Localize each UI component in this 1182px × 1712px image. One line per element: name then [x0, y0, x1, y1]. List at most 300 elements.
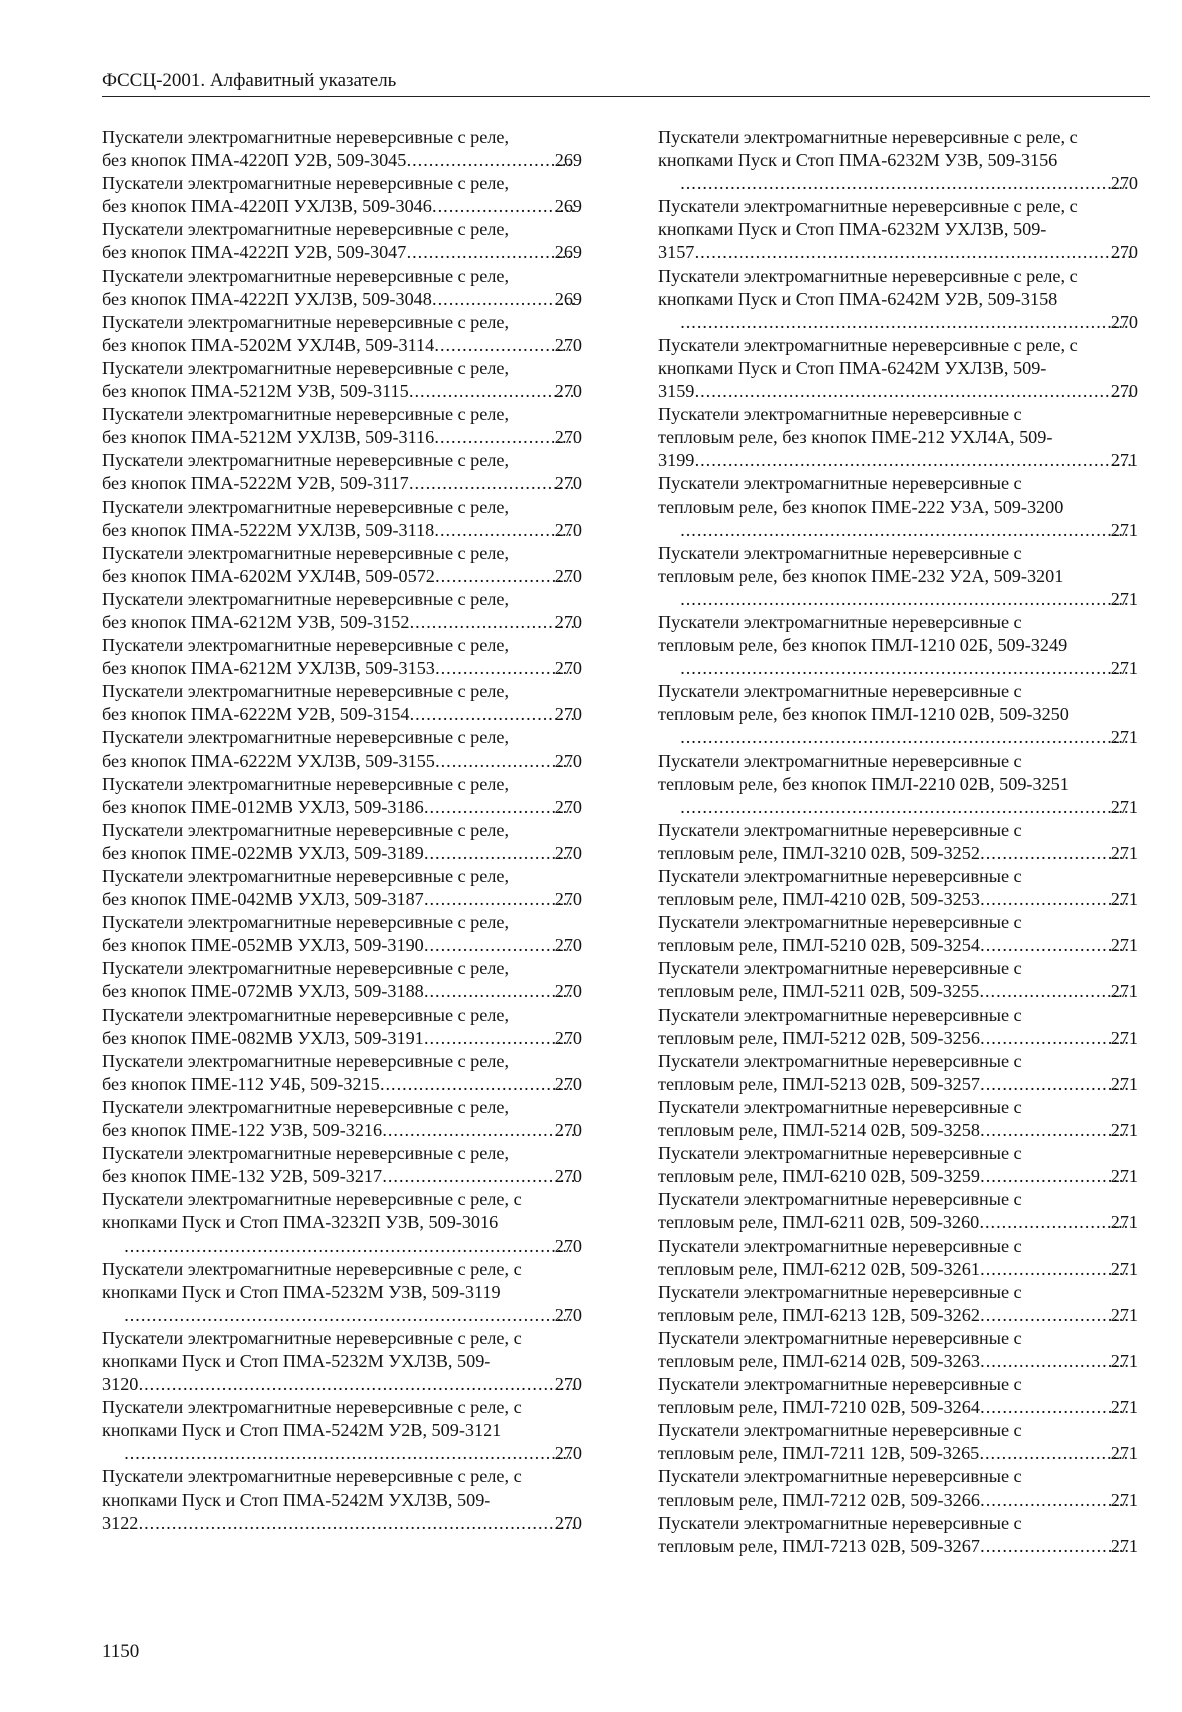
- entry-detail-line: кнопками Пуск и Стоп ПМА-5232М У3В, 509-3119: [102, 1281, 501, 1302]
- entry-title-line: Пускатели электромагнитные нереверсивные с: [658, 1420, 1022, 1441]
- dot-leader: [406, 149, 574, 172]
- entry-leader-line: [102, 1165, 582, 1188]
- entry-page-ref: 270: [554, 1512, 582, 1533]
- entry-page-ref: 271: [1110, 1489, 1138, 1510]
- entry-page-ref: 270: [554, 1027, 582, 1048]
- dot-leader: [980, 888, 1131, 911]
- entry-title-line: Пускатели электромагнитные нереверсивные с реле,: [102, 542, 510, 563]
- index-column-left: [102, 126, 582, 1535]
- index-entry: [102, 957, 582, 1003]
- entry-detail-text: без кнопок ПМА-5222М У2В, 509-3117: [102, 473, 409, 494]
- entry-page-ref: 270: [554, 1235, 582, 1256]
- index-entry: [102, 865, 582, 911]
- entry-leader-line: [102, 657, 582, 680]
- entry-title-line: Пускатели электромагнитные нереверсивные с: [658, 404, 1022, 425]
- entry-title-line: Пускатели электромагнитные нереверсивные с реле,: [102, 1143, 510, 1164]
- entry-leader-line: [680, 588, 1138, 611]
- index-entry: [658, 611, 1138, 680]
- dot-leader: [424, 1027, 575, 1050]
- index-entry: [102, 311, 582, 357]
- entry-page-ref: 271: [1110, 1535, 1138, 1556]
- entry-leader-line: [124, 1442, 582, 1465]
- entry-leader-line: [102, 796, 582, 819]
- entry-detail-line: кнопками Пуск и Стоп ПМА-3232П У3В, 509-3016: [102, 1212, 499, 1233]
- index-entry: [102, 911, 582, 957]
- entry-title-line: Пускатели электромагнитные нереверсивные с: [658, 750, 1022, 771]
- entry-title-line: Пускатели электромагнитные нереверсивные с: [658, 1004, 1022, 1025]
- entry-page-ref: 269: [554, 242, 582, 263]
- index-entry: [658, 1096, 1138, 1142]
- dot-leader: [124, 1442, 575, 1465]
- entry-detail-text: 3159: [658, 381, 695, 402]
- dot-leader: [434, 334, 575, 357]
- index-entry: [102, 588, 582, 634]
- entry-page-ref: 271: [1110, 1027, 1138, 1048]
- entry-page-ref: 270: [554, 1374, 582, 1395]
- index-entry: [102, 357, 582, 403]
- dot-leader: [409, 380, 575, 403]
- dot-leader: [980, 1027, 1131, 1050]
- entry-detail-line: кнопками Пуск и Стоп ПМА-6242М УХЛ3В, 509-: [658, 357, 1047, 378]
- entry-leader-line: [102, 611, 582, 634]
- dot-leader: [424, 980, 575, 1003]
- entry-detail-text: без кнопок ПМА-5212М УХЛ3В, 509-3116: [102, 427, 435, 448]
- entry-detail-line: тепловым реле, без кнопок ПМЛ-1210 02В, 509-3250: [658, 704, 1069, 725]
- entry-title-line: Пускатели электромагнитные нереверсивные с: [658, 1512, 1022, 1533]
- index-entry: [658, 680, 1138, 749]
- entry-title-line: Пускатели электромагнитные нереверсивные с: [658, 958, 1022, 979]
- index-entry: [658, 1188, 1138, 1234]
- index-entry: [658, 750, 1138, 819]
- entry-detail-text: тепловым реле, ПМЛ-6212 02В, 509-3261: [658, 1258, 980, 1279]
- entry-leader-line: [102, 1119, 582, 1142]
- entry-leader-line: [658, 842, 1138, 865]
- entry-leader-line: [658, 888, 1138, 911]
- entry-leader-line: [102, 426, 582, 449]
- dot-leader: [424, 796, 575, 819]
- entry-title-line: Пускатели электромагнитные нереверсивные с реле,: [102, 357, 510, 378]
- index-entry: [102, 1188, 582, 1257]
- entry-leader-line: [658, 1396, 1138, 1419]
- entry-leader-line: [102, 1512, 582, 1535]
- entry-detail-text: без кнопок ПМЕ-132 У2В, 509-3217: [102, 1166, 383, 1187]
- entry-detail-text: 3122: [102, 1512, 139, 1533]
- entry-title-line: Пускатели электромагнитные нереверсивные с: [658, 1374, 1022, 1395]
- dot-leader: [980, 842, 1131, 865]
- dot-leader: [980, 1165, 1131, 1188]
- entry-detail-line: тепловым реле, без кнопок ПМЕ-212 УХЛ4А, 509-: [658, 427, 1053, 448]
- entry-title-line: Пускатели электромагнитные нереверсивные с реле,: [102, 912, 510, 933]
- entry-title-line: Пускатели электромагнитные нереверсивные с: [658, 473, 1022, 494]
- entry-leader-line: [658, 1073, 1138, 1096]
- entry-leader-line: [102, 519, 582, 542]
- entry-detail-line: тепловым реле, без кнопок ПМЕ-232 У2А, 509-3201: [658, 565, 1064, 586]
- entry-page-ref: 270: [554, 935, 582, 956]
- entry-page-ref: 271: [1110, 1258, 1138, 1279]
- entry-leader-line: [102, 934, 582, 957]
- index-entry: [102, 1096, 582, 1142]
- dot-leader: [434, 519, 575, 542]
- entry-page-ref: 270: [554, 1073, 582, 1094]
- entry-page-ref: 271: [1110, 588, 1138, 609]
- entry-detail-text: без кнопок ПМЕ-112 У4Б, 509-3215: [102, 1073, 380, 1094]
- entry-detail-line: тепловым реле, без кнопок ПМЛ-2210 02В, 509-3251: [658, 773, 1069, 794]
- entry-title-line: Пускатели электромагнитные нереверсивные с реле, с: [102, 1466, 522, 1487]
- entry-page-ref: 270: [554, 473, 582, 494]
- entry-page-ref: 271: [1110, 1166, 1138, 1187]
- dot-leader: [382, 1165, 575, 1188]
- entry-leader-line: [102, 334, 582, 357]
- entry-leader-line: [680, 311, 1138, 334]
- entry-leader-line: [680, 172, 1138, 195]
- entry-detail-text: без кнопок ПМА-5202М УХЛ4В, 509-3114: [102, 334, 435, 355]
- entry-page-ref: 271: [1110, 1443, 1138, 1464]
- entry-title-line: Пускатели электромагнитные нереверсивные с реле,: [102, 588, 510, 609]
- dot-leader: [980, 1119, 1131, 1142]
- entry-page-ref: 270: [554, 1304, 582, 1325]
- entry-detail-text: без кнопок ПМЕ-042МВ УХЛ3, 509-3187: [102, 889, 424, 910]
- entry-detail-line: кнопками Пуск и Стоп ПМА-6232М У3В, 509-3156: [658, 150, 1058, 171]
- dot-leader: [406, 241, 574, 264]
- entry-title-line: Пускатели электромагнитные нереверсивные с реле,: [102, 404, 510, 425]
- entry-title-line: Пускатели электромагнитные нереверсивные с: [658, 611, 1022, 632]
- dot-leader: [424, 842, 575, 865]
- entry-title-line: Пускатели электромагнитные нереверсивные с реле,: [102, 1004, 510, 1025]
- entry-page-ref: 270: [554, 658, 582, 679]
- index-entry: [658, 1419, 1138, 1465]
- entry-page-ref: 271: [1110, 796, 1138, 817]
- entry-leader-line: [658, 449, 1138, 472]
- dot-leader: [979, 1442, 1130, 1465]
- dot-leader: [435, 565, 575, 588]
- entry-detail-text: без кнопок ПМЕ-022МВ УХЛ3, 509-3189: [102, 842, 424, 863]
- entry-page-ref: 270: [554, 381, 582, 402]
- entry-page-ref: 270: [1110, 381, 1138, 402]
- entry-page-ref: 270: [554, 611, 582, 632]
- index-entry: [658, 1373, 1138, 1419]
- entry-leader-line: [658, 241, 1138, 264]
- entry-leader-line: [102, 472, 582, 495]
- dot-leader: [980, 934, 1131, 957]
- entry-page-ref: 271: [1110, 1212, 1138, 1233]
- entry-page-ref: 270: [554, 334, 582, 355]
- index-entry: [658, 1050, 1138, 1096]
- entry-page-ref: 270: [554, 796, 582, 817]
- entry-page-ref: 271: [1110, 981, 1138, 1002]
- dot-leader: [980, 1350, 1131, 1373]
- entry-page-ref: 270: [554, 842, 582, 863]
- entry-detail-text: тепловым реле, ПМЛ-5213 02В, 509-3257: [658, 1073, 980, 1094]
- entry-page-ref: 269: [554, 196, 582, 217]
- page-header: [102, 70, 1150, 97]
- entry-title-line: Пускатели электромагнитные нереверсивные с: [658, 1327, 1022, 1348]
- entry-title-line: Пускатели электромагнитные нереверсивные с: [658, 1189, 1022, 1210]
- entry-page-ref: 270: [554, 427, 582, 448]
- dot-leader: [124, 1304, 575, 1327]
- dot-leader: [980, 1489, 1131, 1512]
- entry-detail-line: тепловым реле, без кнопок ПМЕ-222 У3А, 509-3200: [658, 496, 1064, 517]
- dot-leader: [432, 195, 575, 218]
- index-entry: [102, 218, 582, 264]
- index-entry: [102, 1258, 582, 1327]
- entry-detail-line: кнопками Пуск и Стоп ПМА-5232М УХЛ3В, 509-: [102, 1350, 491, 1371]
- entry-leader-line: [102, 195, 582, 218]
- index-entry: [102, 126, 582, 172]
- entry-page-ref: 271: [1110, 727, 1138, 748]
- index-entry: [102, 1142, 582, 1188]
- dot-leader: [979, 980, 1130, 1003]
- entry-page-ref: 271: [1110, 1304, 1138, 1325]
- dot-leader: [694, 380, 1130, 403]
- entry-page-ref: 271: [1110, 1073, 1138, 1094]
- entry-leader-line: [102, 241, 582, 264]
- entry-detail-line: кнопками Пуск и Стоп ПМА-5242М У2В, 509-3121: [102, 1420, 502, 1441]
- index-entry: [102, 172, 582, 218]
- entry-detail-text: без кнопок ПМЕ-082МВ УХЛ3, 509-3191: [102, 1027, 424, 1048]
- entry-detail-text: тепловым реле, ПМЛ-6211 02В, 509-3260: [658, 1212, 980, 1233]
- entry-leader-line: [658, 1535, 1138, 1558]
- entry-title-line: Пускатели электромагнитные нереверсивные с реле,: [102, 173, 510, 194]
- dot-leader: [979, 1211, 1130, 1234]
- entry-leader-line: [124, 1304, 582, 1327]
- dot-leader: [680, 657, 1131, 680]
- index-entry: [102, 496, 582, 542]
- entry-title-line: Пускатели электромагнитные нереверсивные с: [658, 912, 1022, 933]
- entry-leader-line: [102, 288, 582, 311]
- entry-leader-line: [102, 888, 582, 911]
- entry-leader-line: [658, 1489, 1138, 1512]
- index-entry: [102, 449, 582, 495]
- entry-title-line: Пускатели электромагнитные нереверсивные с реле,: [102, 866, 510, 886]
- index-entry: [658, 472, 1138, 541]
- dot-leader: [694, 449, 1130, 472]
- entry-page-ref: 270: [554, 565, 582, 586]
- entry-title-line: Пускатели электромагнитные нереверсивные с реле,: [102, 496, 510, 517]
- entry-leader-line: [124, 1235, 582, 1258]
- dot-leader: [424, 934, 575, 957]
- dot-leader: [680, 796, 1131, 819]
- entry-page-ref: 270: [554, 1120, 582, 1141]
- entry-page-ref: 270: [1110, 311, 1138, 332]
- entry-detail-text: тепловым реле, ПМЛ-7213 02В, 509-3267: [658, 1535, 980, 1556]
- entry-page-ref: 269: [554, 150, 582, 171]
- entry-leader-line: [658, 1350, 1138, 1373]
- index-entry: [658, 1281, 1138, 1327]
- index-entry: [102, 773, 582, 819]
- entry-title-line: Пускатели электромагнитные нереверсивные с реле, с: [658, 127, 1078, 147]
- dot-leader: [980, 1396, 1131, 1419]
- entry-title-line: Пускатели электромагнитные нереверсивные с реле, с: [658, 334, 1078, 355]
- page-number: 1150: [102, 1641, 140, 1662]
- entry-detail-text: 3199: [658, 450, 695, 471]
- entry-detail-text: без кнопок ПМА-4222П УХЛ3В, 509-3048: [102, 288, 432, 309]
- entry-leader-line: [102, 1373, 582, 1396]
- entry-title-line: Пускатели электромагнитные нереверсивные с: [658, 681, 1022, 702]
- dot-leader: [434, 426, 575, 449]
- entry-detail-text: тепловым реле, ПМЛ-5214 02В, 509-3258: [658, 1120, 980, 1141]
- entry-leader-line: [102, 750, 582, 773]
- index-entry: [658, 542, 1138, 611]
- entry-detail-text: без кнопок ПМА-6212М УХЛ3В, 509-3153: [102, 658, 435, 679]
- index-column-right: [658, 126, 1138, 1558]
- entry-leader-line: [680, 519, 1138, 542]
- entry-title-line: Пускатели электромагнитные нереверсивные с реле, с: [102, 1397, 522, 1418]
- entry-detail-text: без кнопок ПМА-6222М УХЛ3В, 509-3155: [102, 750, 435, 771]
- entry-leader-line: [658, 980, 1138, 1003]
- entry-page-ref: 270: [554, 519, 582, 540]
- entry-page-ref: 271: [1110, 935, 1138, 956]
- index-entry: [658, 1327, 1138, 1373]
- entry-detail-text: без кнопок ПМА-6202М УХЛ4В, 509-0572: [102, 565, 435, 586]
- entry-leader-line: [658, 1304, 1138, 1327]
- entry-title-line: Пускатели электромагнитные нереверсивные с реле,: [102, 127, 510, 147]
- entry-title-line: Пускатели электромагнитные нереверсивные с: [658, 1235, 1022, 1256]
- entry-leader-line: [658, 1119, 1138, 1142]
- dot-leader: [409, 611, 574, 634]
- dot-leader: [680, 519, 1131, 542]
- entry-title-line: Пускатели электромагнитные нереверсивные с реле,: [102, 773, 510, 794]
- index-entry: [102, 1050, 582, 1096]
- entry-detail-line: кнопками Пуск и Стоп ПМА-5242М УХЛ3В, 509-: [102, 1489, 491, 1510]
- entry-leader-line: [658, 380, 1138, 403]
- entry-title-line: Пускатели электромагнитные нереверсивные с реле,: [102, 819, 510, 840]
- dot-leader: [980, 1073, 1131, 1096]
- index-entry: [658, 1512, 1138, 1558]
- entry-leader-line: [680, 726, 1138, 749]
- dot-leader: [138, 1512, 574, 1535]
- entry-title-line: Пускатели электромагнитные нереверсивные с реле,: [102, 635, 510, 656]
- entry-page-ref: 270: [554, 704, 582, 725]
- entry-page-ref: 270: [1110, 242, 1138, 263]
- entry-title-line: Пускатели электромагнитные нереверсивные с: [658, 542, 1022, 563]
- entry-detail-text: тепловым реле, ПМЛ-6210 02В, 509-3259: [658, 1166, 980, 1187]
- entry-title-line: Пускатели электромагнитные нереверсивные с реле, с: [658, 196, 1078, 217]
- dot-leader: [435, 750, 575, 773]
- entry-leader-line: [658, 1211, 1138, 1234]
- entry-detail-text: без кнопок ПМЕ-072МВ УХЛ3, 509-3188: [102, 981, 424, 1002]
- dot-leader: [380, 1073, 575, 1096]
- dot-leader: [680, 311, 1131, 334]
- entry-page-ref: 271: [1110, 519, 1138, 540]
- dot-leader: [138, 1373, 574, 1396]
- entry-page-ref: 271: [1110, 842, 1138, 863]
- dot-leader: [980, 1535, 1131, 1558]
- entry-page-ref: 271: [1110, 658, 1138, 679]
- entry-detail-text: без кнопок ПМА-5222М УХЛ3В, 509-3118: [102, 519, 435, 540]
- entry-page-ref: 270: [554, 750, 582, 771]
- entry-title-line: Пускатели электромагнитные нереверсивные с: [658, 1050, 1022, 1071]
- entry-detail-text: тепловым реле, ПМЛ-5212 02В, 509-3256: [658, 1027, 980, 1048]
- entry-detail-text: тепловым реле, ПМЛ-7210 02В, 509-3264: [658, 1397, 980, 1418]
- entry-leader-line: [102, 1027, 582, 1050]
- entry-page-ref: 270: [1110, 173, 1138, 194]
- index-entry: [658, 126, 1138, 195]
- index-entry: [658, 334, 1138, 403]
- dot-leader: [435, 657, 575, 680]
- dot-leader: [409, 703, 574, 726]
- index-entry: [658, 819, 1138, 865]
- entry-title-line: Пускатели электромагнитные нереверсивные с реле,: [102, 450, 510, 471]
- index-entry: [658, 957, 1138, 1003]
- dot-leader: [432, 288, 575, 311]
- index-entry: [102, 680, 582, 726]
- entry-detail-text: без кнопок ПМЕ-052МВ УХЛ3, 509-3190: [102, 935, 424, 956]
- dot-leader: [424, 888, 575, 911]
- index-entry: [658, 1465, 1138, 1511]
- entry-detail-text: без кнопок ПМЕ-012МВ УХЛ3, 509-3186: [102, 796, 424, 817]
- entry-title-line: Пускатели электромагнитные нереверсивные с реле, с: [102, 1258, 522, 1279]
- entry-detail-text: 3157: [658, 242, 695, 263]
- entry-detail-text: без кнопок ПМА-6222М У2В, 509-3154: [102, 704, 410, 725]
- entry-leader-line: [102, 149, 582, 172]
- index-entry: [658, 1235, 1138, 1281]
- entry-leader-line: [102, 980, 582, 1003]
- entry-title-line: Пускатели электромагнитные нереверсивные с реле,: [102, 1096, 510, 1117]
- entry-leader-line: [102, 842, 582, 865]
- index-entry: [102, 1465, 582, 1534]
- dot-leader: [680, 172, 1131, 195]
- entry-leader-line: [680, 796, 1138, 819]
- entry-title-line: Пускатели электромагнитные нереверсивные с реле,: [102, 265, 510, 286]
- entry-detail-text: тепловым реле, ПМЛ-7212 02В, 509-3266: [658, 1489, 980, 1510]
- dot-leader: [409, 472, 575, 495]
- index-entry: [658, 265, 1138, 334]
- header-title: ФССЦ-2001. Алфавитный указатель: [102, 70, 397, 91]
- entry-leader-line: [658, 1258, 1138, 1281]
- entry-detail-text: тепловым реле, ПМЛ-3210 02В, 509-3252: [658, 842, 980, 863]
- entry-leader-line: [102, 703, 582, 726]
- entry-leader-line: [658, 1442, 1138, 1465]
- entry-title-line: Пускатели электромагнитные нереверсивные с реле,: [102, 681, 510, 702]
- index-entry: [102, 819, 582, 865]
- dot-leader: [382, 1119, 575, 1142]
- entry-title-line: Пускатели электромагнитные нереверсивные с реле,: [102, 958, 510, 979]
- entry-title-line: Пускатели электромагнитные нереверсивные с: [658, 1143, 1022, 1164]
- index-entry: [658, 1004, 1138, 1050]
- index-entry: [102, 1004, 582, 1050]
- index-entry: [102, 726, 582, 772]
- entry-detail-text: тепловым реле, ПМЛ-6214 02В, 509-3263: [658, 1350, 980, 1371]
- entry-detail-line: кнопками Пуск и Стоп ПМА-6232М УХЛ3В, 509-: [658, 219, 1047, 240]
- entry-leader-line: [658, 1165, 1138, 1188]
- entry-leader-line: [102, 565, 582, 588]
- entry-title-line: Пускатели электромагнитные нереверсивные с: [658, 1096, 1022, 1117]
- entry-title-line: Пускатели электромагнитные нереверсивные с реле, с: [102, 1189, 522, 1210]
- entry-page-ref: 270: [554, 1166, 582, 1187]
- entry-leader-line: [658, 934, 1138, 957]
- index-entry: [658, 403, 1138, 472]
- entry-page-ref: 269: [554, 288, 582, 309]
- index-entry: [102, 634, 582, 680]
- entry-page-ref: 270: [554, 1443, 582, 1464]
- entry-detail-text: тепловым реле, ПМЛ-6213 12В, 509-3262: [658, 1304, 980, 1325]
- index-entry: [658, 865, 1138, 911]
- entry-leader-line: [680, 657, 1138, 680]
- entry-leader-line: [658, 1027, 1138, 1050]
- entry-title-line: Пускатели электромагнитные нереверсивные с: [658, 866, 1022, 886]
- entry-title-line: Пускатели электромагнитные нереверсивные с реле,: [102, 311, 510, 332]
- index-entry: [658, 1142, 1138, 1188]
- entry-detail-line: кнопками Пуск и Стоп ПМА-6242М У2В, 509-3158: [658, 288, 1058, 309]
- entry-page-ref: 271: [1110, 1120, 1138, 1141]
- entry-title-line: Пускатели электромагнитные нереверсивные с реле,: [102, 219, 510, 240]
- index-entry: [102, 542, 582, 588]
- entry-detail-text: без кнопок ПМА-4220П У2В, 509-3045: [102, 150, 407, 171]
- entry-title-line: Пускатели электромагнитные нереверсивные с реле, с: [102, 1327, 522, 1348]
- entry-title-line: Пускатели электромагнитные нереверсивные с: [658, 1466, 1022, 1487]
- entry-detail-text: без кнопок ПМА-5212М У3В, 509-3115: [102, 381, 409, 402]
- entry-detail-text: тепловым реле, ПМЛ-5210 02В, 509-3254: [658, 935, 980, 956]
